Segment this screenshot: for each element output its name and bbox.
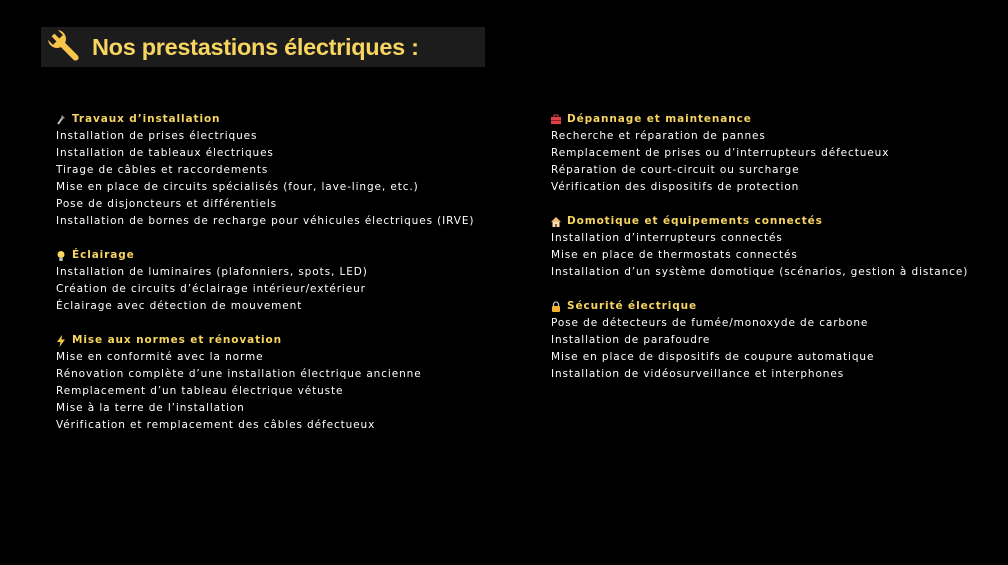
house-icon (551, 216, 561, 228)
section-domotique (551, 213, 968, 281)
section-heading: Dépannage et maintenance (551, 111, 968, 128)
lightbulb-icon (56, 250, 66, 262)
lock-icon (551, 301, 561, 313)
left-column (56, 111, 474, 451)
list-item: Installation de luminaires (plafonniers, spots, LED) (56, 266, 368, 278)
list-item: Vérification des dispositifs de protection (551, 181, 800, 193)
list-item: Installation d’un système domotique (scénarios, gestion à distance) (551, 266, 969, 278)
section-depannage (551, 111, 968, 196)
list-item: Installation de tableaux électriques (56, 147, 274, 159)
list-item: Pose de détecteurs de fumée/monoxyde de carbone (551, 317, 869, 329)
wrench-icon (46, 28, 84, 66)
section-securite (551, 298, 968, 383)
list-item: Recherche et réparation de pannes (551, 130, 766, 142)
list-item: Pose de disjoncteurs et différentiels (56, 198, 278, 210)
list-item: Rénovation complète d’une installation électrique ancienne (56, 368, 422, 380)
list-item: Installation d’interrupteurs connectés (551, 232, 783, 244)
list-item: Mise en place de dispositifs de coupure automatique (551, 351, 875, 363)
list-item: Installation de parafoudre (551, 334, 711, 346)
list-item: Remplacement d’un tableau électrique vétuste (56, 385, 344, 397)
list-item: Tirage de câbles et raccordements (56, 164, 269, 176)
list-item: Installation de prises électriques (56, 130, 258, 142)
list-item: Réparation de court-circuit ou surcharge (551, 164, 800, 176)
section-heading: Travaux d’installation (56, 111, 474, 128)
section-heading: Éclairage (56, 247, 474, 264)
list-item: Remplacement de prises ou d’interrupteurs défectueux (551, 147, 890, 159)
section-normes (56, 332, 474, 434)
list-item: Vérification et remplacement des câbles défectueux (56, 419, 376, 431)
toolbox-icon (551, 114, 561, 126)
section-installation (56, 111, 474, 230)
section-heading: Mise aux normes et rénovation (56, 332, 474, 349)
page-title: Nos prestastions électriques : (92, 33, 419, 60)
section-heading: Sécurité électrique (551, 298, 968, 315)
title-banner (41, 27, 485, 67)
section-eclairage (56, 247, 474, 315)
list-item: Mise en place de circuits spécialisés (four, lave-linge, etc.) (56, 181, 419, 193)
list-item: Éclairage avec détection de mouvement (56, 300, 303, 312)
list-item: Installation de vidéosurveillance et interphones (551, 368, 845, 380)
list-item: Mise en conformité avec la norme (56, 351, 264, 363)
list-item: Installation de bornes de recharge pour véhicules électriques (IRVE) (56, 215, 475, 227)
right-column (551, 111, 968, 400)
section-heading: Domotique et équipements connectés (551, 213, 968, 230)
list-item: Mise à la terre de l’installation (56, 402, 245, 414)
list-item: Mise en place de thermostats connectés (551, 249, 798, 261)
lightning-icon (56, 335, 66, 347)
list-item: Création de circuits d’éclairage intérieur/extérieur (56, 283, 366, 295)
plug-icon (56, 114, 66, 126)
